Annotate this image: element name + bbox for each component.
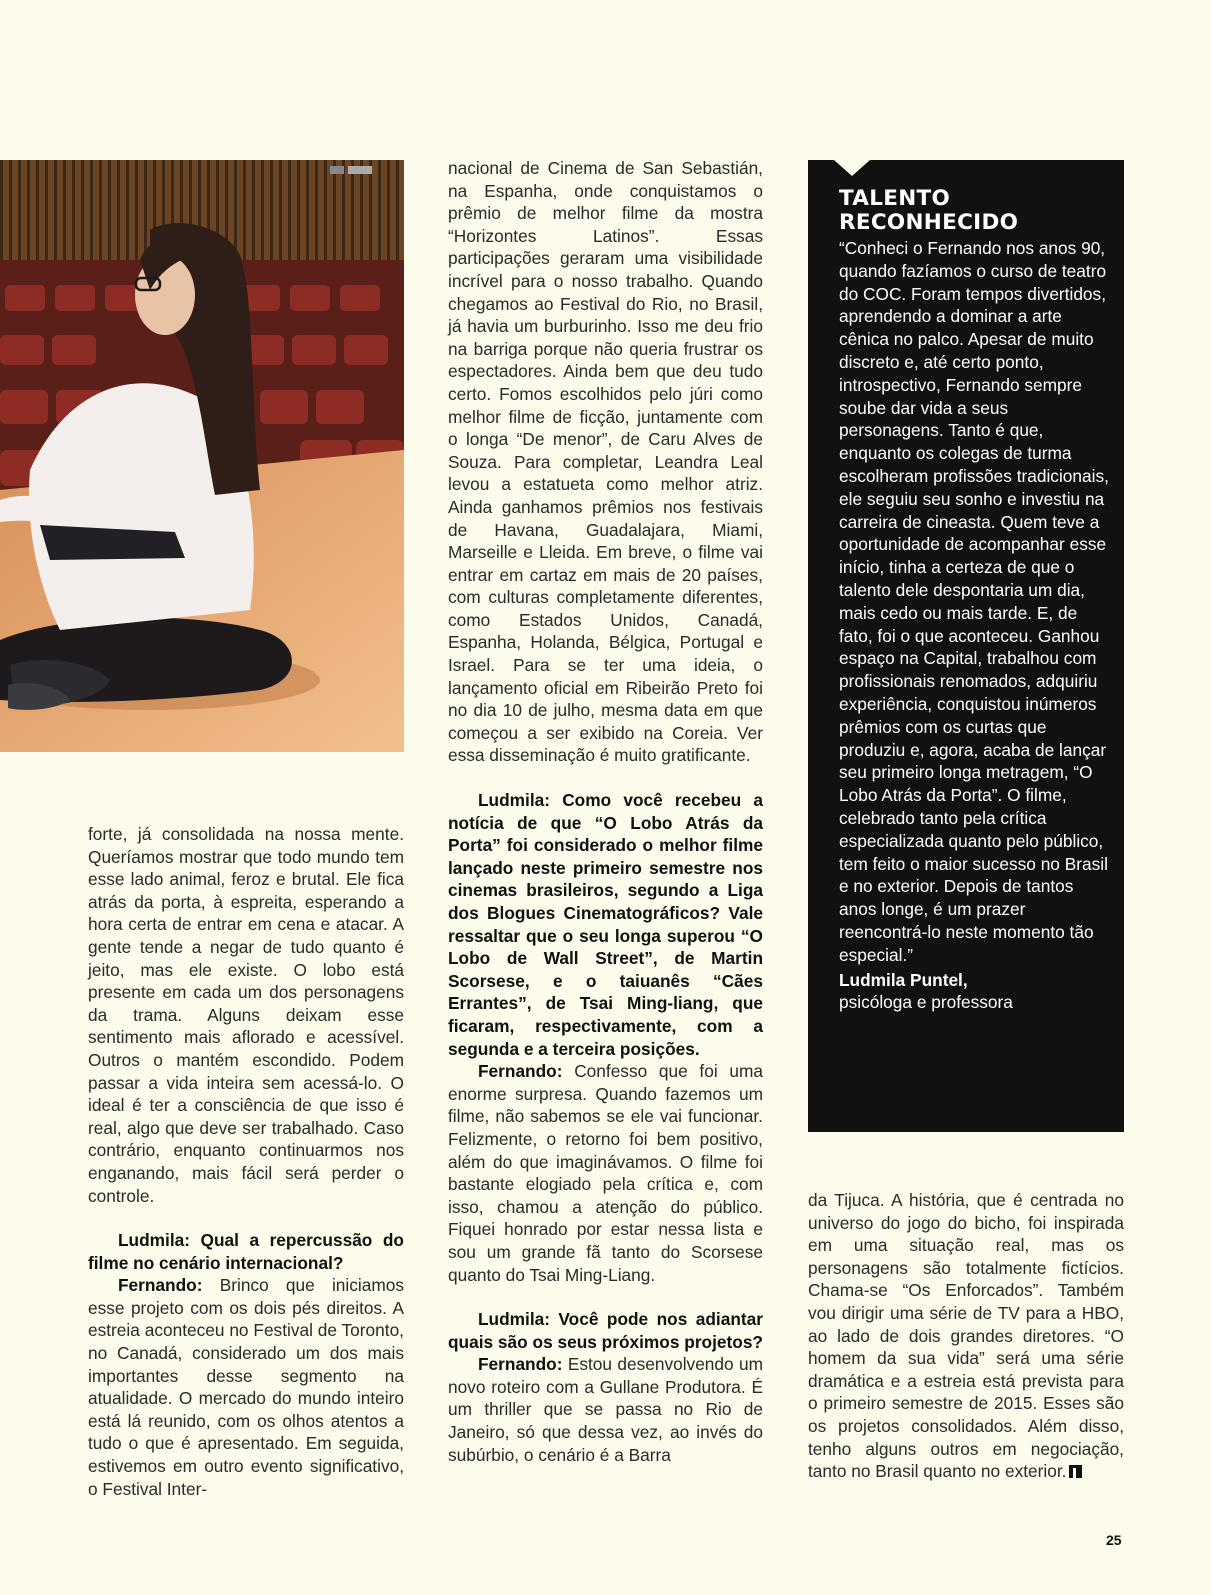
interview-question bbox=[88, 1229, 404, 1274]
answer-text: Confesso que foi uma enorme surpresa. Quando fazemos um filme, não sabemos se ele vai funcionar. Felizmente, o retorno foi bem positivo, além do que imaginávamos. O filme foi bastante elogiado pela crítica e, com isso, chamou a atenção do público. Fiquei honrado por estar nessa lista e sou um grande fã tanto do Scorsese quanto do Tsai Ming-Liang. bbox=[448, 1061, 763, 1285]
sidebar-notch bbox=[834, 160, 870, 176]
sidebar-author-role: psicóloga e professora bbox=[839, 992, 1013, 1013]
answer-text: Brinco que iniciamos esse projeto com os dois pés direitos. A estreia aconteceu no Festival de Toronto, no Canadá, considerado um dos mais importantes desse segmento na atualidade. O mercado do mundo inteiro está lá reunido, com os olhos atentos a tudo o que é apresentado. Em seguida, estivemos em outro evento significativo, o Festival Inter- bbox=[88, 1275, 404, 1499]
paragraph-text: da Tijuca. A história, que é centrada no universo do jogo do bicho, foi inspirada em uma situação real, mas os personagens são totalmente fictícios. Chama-se “Os Enforcados”. Também vou dirigir uma série de TV para a HBO, ao lado de dois grandes diretores. “O homem da sua vida” será uma série dramática e a estreia está prevista para o primeiro semestre de 2015. Esses são os projetos consolidados. Além disso, tenho alguns outros em negociação, tanto no Brasil quanto no exterior. bbox=[808, 1190, 1124, 1482]
interview-question: Ludmila: Como você recebeu a notícia de que “O Lobo Atrás da Porta” foi considerado o melhor filme lançado neste primeiro semestre nos cinemas brasileiros, segundo a Liga dos Blogues Cinematográficos? Vale ressaltar que o seu longa superou “O Lobo de Wall Street”, de Martin Scorsese, e o taiuanês “Cães Errantes”, de Tsai Ming-liang, que ficaram, respectivamente, com a segunda e a terceira posições. bbox=[448, 790, 763, 1059]
interviewee-label: Fernando: bbox=[478, 1354, 563, 1375]
sidebar-box bbox=[808, 160, 1124, 1132]
article-photo bbox=[0, 160, 404, 752]
paragraph bbox=[808, 1189, 1124, 1483]
sidebar-author: Ludmila Puntel, bbox=[839, 969, 968, 990]
interviewee-label: Fernando: bbox=[118, 1275, 203, 1296]
article-column-3 bbox=[808, 1189, 1124, 1483]
interview-answer bbox=[448, 1353, 763, 1466]
question-text: Qual a repercussão do filme no cenário internacional? bbox=[88, 1230, 404, 1273]
photo-illustration bbox=[0, 160, 404, 752]
page-number: 25 bbox=[1106, 1532, 1122, 1548]
paragraph: forte, já consolidada na nossa mente. Queríamos mostrar que todo mundo tem esse lado animal, feroz e brutal. Ele fica atrás da porta, à espreita, esperando a hora certa de entrar em cena e atacar. A gente tende a negar de tudo quanto é jeito, mas ele existe. O lobo está presente em cada um dos personagens da trama. Alguns deixam esse sentimento mais aflorado e acessível. Outros o mantém escondido. Podem passar a vida inteira sem acessá-lo. O ideal é ter a consciência de que isso é real, algo que deve ser trabalhado. Caso contrário, enquanto continuarmos nos enganando, mais fácil será perder o controle. bbox=[88, 824, 404, 1206]
interviewer-label: Ludmila: bbox=[118, 1230, 191, 1251]
interview-answer bbox=[448, 1060, 763, 1286]
answer-text: Estou desenvolvendo um novo roteiro com a Gullane Produtora. É um thriller que se passa no Rio de Janeiro, só que dessa vez, ao invés do subúrbio, o cenário é a Barra bbox=[448, 1354, 763, 1465]
sidebar-body bbox=[839, 237, 1109, 1014]
interviewee-label: Fernando: bbox=[478, 1061, 563, 1082]
article-column-2 bbox=[448, 157, 763, 1466]
interview-answer bbox=[88, 1274, 404, 1500]
end-of-article-icon bbox=[1069, 1465, 1082, 1478]
sidebar-quote: “Conheci o Fernando nos anos 90, quando fazíamos o curso de teatro do COC. Foram tempos divertidos, aprendendo a dominar a arte cênica no palco. Apesar de muito discreto e, até certo ponto, introspectivo, Fernando sempre soube dar vida a seus personagens. Tanto é que, enquanto os colegas de turma escolheram profissões tradicionais, ele seguiu seu sonho e investiu na carreira de cineasta. Quem teve a oportunidade de acompanhar esse início, tinha a certeza de que o talento dele despontaria um dia, mais cedo ou mais tarde. E, de fato, foi o que aconteceu. Ganhou espaço na Capital, trabalhou com profissionais renomados, adquiriu experiência, conquistou inúmeros prêmios com os curtas que produziu e, agora, acaba de lançar seu primeiro longa metragem, “O Lobo Atrás da Porta”. O filme, celebrado tanto pela crítica especializada quanto pelo público, tem feito o maior sucesso no Brasil e no exterior. Depois de tantos anos longe, é um prazer reencontrá-lo neste momento tão especial.” bbox=[839, 238, 1109, 965]
article-column-1 bbox=[88, 823, 404, 1500]
interview-question: Ludmila: Você pode nos adiantar quais são os seus próximos projetos? bbox=[448, 1309, 763, 1352]
sidebar-title: TALENTO RECONHECIDO bbox=[839, 186, 1019, 235]
paragraph: nacional de Cinema de San Sebastián, na Espanha, onde conquistamos o prêmio de melhor filme da mostra “Horizontes Latinos”. Essas participações geraram uma visibilidade incrível para o nosso trabalho. Quando chegamos ao Festival do Rio, no Brasil, já havia um burburinho. Isso me deu frio na barriga porque não queria frustrar os espectadores. Ainda bem que deu tudo certo. Fomos escolhidos pelo júri como melhor filme de ficção, juntamente com o longa “De menor”, de Caru Alves de Souza. Para completar, Leandra Leal levou a estatueta como melhor atriz. Ainda ganhamos prêmios nos festivais de Havana, Guadalajara, Miami, Marseille e Lleida. Em breve, o filme vai entrar em cartaz em mais de 20 países, com culturas completamente diferentes, como Estados Unidos, Canadá, Espanha, Holanda, Bélgica, Portugal e Israel. Para se ter uma ideia, o lançamento oficial em Ribeirão Preto foi no dia 10 de julho, mesma data em que começou a ser exibido na Coreia. Ver essa disseminação é muito gratificante. bbox=[448, 158, 763, 766]
